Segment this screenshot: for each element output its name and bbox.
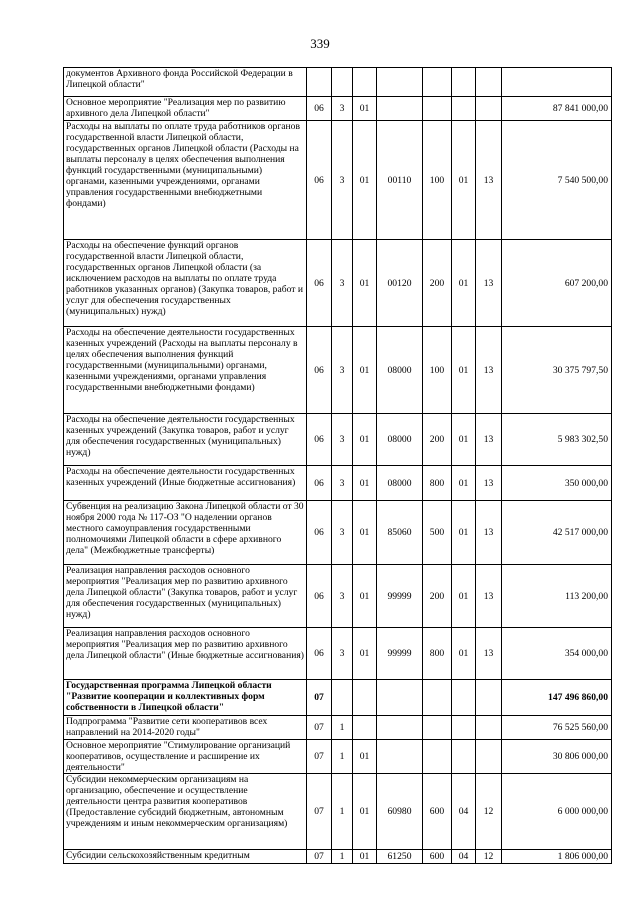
row-name-cell: Государственная программа Липецкой области "Развитие кооперации и коллективных форм собственности в Липецкой области": [64, 680, 307, 716]
pp-code-cell: 1: [332, 740, 353, 774]
rz-code-cell: [452, 680, 476, 716]
pr-code-cell: 13: [476, 501, 502, 565]
om-code-cell: [353, 680, 377, 716]
dir-code-cell: [377, 97, 423, 121]
rz-code-cell: 04: [452, 850, 476, 864]
table-row: [64, 716, 612, 740]
dir-code-cell: [377, 740, 423, 774]
dir-code-cell: 08000: [377, 466, 423, 501]
table-row: [64, 97, 612, 121]
om-code-cell: 01: [353, 740, 377, 774]
pr-code-cell: 13: [476, 628, 502, 680]
vr-code-cell: 200: [423, 240, 452, 327]
table-row: [64, 466, 612, 501]
gp-code-cell: 06: [307, 97, 332, 121]
rz-code-cell: 01: [452, 121, 476, 240]
pr-code-cell: 13: [476, 240, 502, 327]
pr-code-cell: [476, 740, 502, 774]
dir-code-cell: 60980: [377, 774, 423, 850]
pr-code-cell: 12: [476, 850, 502, 864]
vr-code-cell: [423, 740, 452, 774]
om-code-cell: [353, 716, 377, 740]
table-row: [64, 680, 612, 716]
table-row: [64, 327, 612, 414]
pp-code-cell: 3: [332, 565, 353, 628]
gp-code-cell: 07: [307, 774, 332, 850]
dir-code-cell: 85060: [377, 501, 423, 565]
amount-cell: 354 000,00: [502, 628, 612, 680]
rz-code-cell: 01: [452, 414, 476, 466]
pp-code-cell: 3: [332, 414, 353, 466]
dir-code-cell: 00110: [377, 121, 423, 240]
vr-code-cell: 800: [423, 466, 452, 501]
gp-code-cell: 06: [307, 414, 332, 466]
rz-code-cell: 01: [452, 466, 476, 501]
row-name-cell: Расходы на обеспечение деятельности государственных казенных учреждений (Закупка товаров, работ и услуг для обеспечения государственных (муниципальных) нужд): [64, 414, 307, 466]
dir-code-cell: 61250: [377, 850, 423, 864]
rz-code-cell: 01: [452, 565, 476, 628]
vr-code-cell: 100: [423, 121, 452, 240]
vr-code-cell: 100: [423, 327, 452, 414]
rz-code-cell: 01: [452, 240, 476, 327]
table-row: [64, 774, 612, 850]
rz-code-cell: 01: [452, 628, 476, 680]
table-row: [64, 121, 612, 240]
dir-code-cell: 00120: [377, 240, 423, 327]
rz-code-cell: [452, 716, 476, 740]
pr-code-cell: 13: [476, 565, 502, 628]
row-name-cell: Основное мероприятие "Реализация мер по развитию архивного дела Липецкой области": [64, 97, 307, 121]
rz-code-cell: 01: [452, 327, 476, 414]
table-row: [64, 68, 612, 97]
gp-code-cell: 06: [307, 565, 332, 628]
amount-cell: 5 983 302,50: [502, 414, 612, 466]
table-row: [64, 850, 612, 864]
pr-code-cell: 13: [476, 414, 502, 466]
row-name-cell: Основное мероприятие "Стимулирование организаций кооперативов, осуществление и расширение их деятельности": [64, 740, 307, 774]
gp-code-cell: 07: [307, 850, 332, 864]
rz-code-cell: [452, 68, 476, 97]
om-code-cell: 01: [353, 121, 377, 240]
table-row: [64, 240, 612, 327]
gp-code-cell: 06: [307, 501, 332, 565]
vr-code-cell: 600: [423, 850, 452, 864]
row-name-cell: Подпрограмма "Развитие сети кооперативов всех направлений на 2014-2020 годы": [64, 716, 307, 740]
row-name-cell: Расходы на обеспечение деятельности государственных казенных учреждений (Расходы на выплаты персоналу в целях обеспечения выполнения функций государственными (муниципальными) органами, казенными учреждениями, органами управления государственными внебюджетными фондами): [64, 327, 307, 414]
row-name-cell: Субсидии сельскохозяйственным кредитным: [64, 850, 307, 864]
amount-cell: 87 841 000,00: [502, 97, 612, 121]
row-name-cell: Реализация направления расходов основного мероприятия "Реализация мер по развитию архивного дела Липецкой области" (Иные бюджетные ассигнования): [64, 628, 307, 680]
amount-cell: 7 540 500,00: [502, 121, 612, 240]
pr-code-cell: 12: [476, 774, 502, 850]
vr-code-cell: 800: [423, 628, 452, 680]
om-code-cell: 01: [353, 327, 377, 414]
pr-code-cell: [476, 68, 502, 97]
amount-cell: 350 000,00: [502, 466, 612, 501]
row-name-cell: Расходы на обеспечение деятельности государственных казенных учреждений (Иные бюджетные ассигнования): [64, 466, 307, 501]
om-code-cell: [353, 68, 377, 97]
vr-code-cell: [423, 68, 452, 97]
amount-cell: 6 000 000,00: [502, 774, 612, 850]
om-code-cell: 01: [353, 414, 377, 466]
vr-code-cell: [423, 680, 452, 716]
row-name-cell: Расходы на обеспечение функций органов государственной власти Липецкой области, государственных органов Липецкой области (за исключением расходов на выплаты по оплате труда работников указанных органов) (Закупка товаров, работ и услуг для обеспечения государственных (муниципальных) нужд): [64, 240, 307, 327]
gp-code-cell: 06: [307, 466, 332, 501]
pp-code-cell: 3: [332, 121, 353, 240]
dir-code-cell: 99999: [377, 565, 423, 628]
amount-cell: 30 375 797,50: [502, 327, 612, 414]
dir-code-cell: 99999: [377, 628, 423, 680]
amount-cell: 76 525 560,00: [502, 716, 612, 740]
gp-code-cell: 06: [307, 121, 332, 240]
om-code-cell: 01: [353, 501, 377, 565]
pp-code-cell: 1: [332, 850, 353, 864]
gp-code-cell: 06: [307, 327, 332, 414]
om-code-cell: 01: [353, 628, 377, 680]
pp-code-cell: 3: [332, 501, 353, 565]
amount-cell: 42 517 000,00: [502, 501, 612, 565]
pr-code-cell: 13: [476, 121, 502, 240]
gp-code-cell: 07: [307, 680, 332, 716]
row-name-cell: Субвенция на реализацию Закона Липецкой области от 30 ноября 2000 года № 117-ОЗ "О наделении органов местного самоуправления государственными полномочиями Липецкой области в сфере архивного дела" (Межбюджетные трансферты): [64, 501, 307, 565]
pp-code-cell: 3: [332, 97, 353, 121]
pp-code-cell: 3: [332, 327, 353, 414]
table-row: [64, 565, 612, 628]
gp-code-cell: [307, 68, 332, 97]
pr-code-cell: [476, 97, 502, 121]
amount-cell: 113 200,00: [502, 565, 612, 628]
om-code-cell: 01: [353, 97, 377, 121]
gp-code-cell: 07: [307, 740, 332, 774]
dir-code-cell: [377, 68, 423, 97]
vr-code-cell: [423, 716, 452, 740]
om-code-cell: 01: [353, 240, 377, 327]
amount-cell: 147 496 860,00: [502, 680, 612, 716]
amount-cell: 1 806 000,00: [502, 850, 612, 864]
budget-table: [63, 67, 612, 864]
vr-code-cell: [423, 97, 452, 121]
vr-code-cell: 200: [423, 414, 452, 466]
gp-code-cell: 07: [307, 716, 332, 740]
om-code-cell: 01: [353, 565, 377, 628]
table-row: [64, 501, 612, 565]
vr-code-cell: 500: [423, 501, 452, 565]
amount-cell: 30 806 000,00: [502, 740, 612, 774]
page-number: 339: [310, 36, 330, 51]
dir-code-cell: 08000: [377, 414, 423, 466]
pr-code-cell: [476, 716, 502, 740]
gp-code-cell: 06: [307, 240, 332, 327]
pp-code-cell: 1: [332, 716, 353, 740]
row-name-cell: Расходы на выплаты по оплате труда работников органов государственной власти Липецкой области, государственных органов Липецкой области (Расходы на выплаты персоналу в целях обеспечения выполнения функций государственными (муниципальными) органами, казенными учреждениями, органами управления государственными внебюджетными фондами): [64, 121, 307, 240]
om-code-cell: 01: [353, 774, 377, 850]
dir-code-cell: [377, 680, 423, 716]
pr-code-cell: 13: [476, 466, 502, 501]
pr-code-cell: 13: [476, 327, 502, 414]
amount-cell: 607 200,00: [502, 240, 612, 327]
row-name-cell: Реализация направления расходов основного мероприятия "Реализация мер по развитию архивного дела Липецкой области" (Закупка товаров, работ и услуг для обеспечения государственных (муниципальных) нужд): [64, 565, 307, 628]
pp-code-cell: [332, 680, 353, 716]
vr-code-cell: 600: [423, 774, 452, 850]
row-name-cell: документов Архивного фонда Российской Федерации в Липецкой области": [64, 68, 307, 97]
pr-code-cell: [476, 680, 502, 716]
amount-cell: [502, 68, 612, 97]
rz-code-cell: [452, 740, 476, 774]
pp-code-cell: 3: [332, 466, 353, 501]
gp-code-cell: 06: [307, 628, 332, 680]
pp-code-cell: [332, 68, 353, 97]
pp-code-cell: 3: [332, 628, 353, 680]
om-code-cell: 01: [353, 466, 377, 501]
table-row: [64, 628, 612, 680]
pp-code-cell: 1: [332, 774, 353, 850]
table-row: [64, 414, 612, 466]
pp-code-cell: 3: [332, 240, 353, 327]
table-row: [64, 740, 612, 774]
row-name-cell: Субсидии некоммерческим организациям на организацию, обеспечение и осуществление деятельности центра развития кооперативов (Предоставление субсидий бюджетным, автономным учреждениям и иным некоммерческим организациям): [64, 774, 307, 850]
vr-code-cell: 200: [423, 565, 452, 628]
rz-code-cell: 04: [452, 774, 476, 850]
rz-code-cell: 01: [452, 501, 476, 565]
rz-code-cell: [452, 97, 476, 121]
om-code-cell: 01: [353, 850, 377, 864]
dir-code-cell: [377, 716, 423, 740]
dir-code-cell: 08000: [377, 327, 423, 414]
table-body: [64, 68, 612, 864]
